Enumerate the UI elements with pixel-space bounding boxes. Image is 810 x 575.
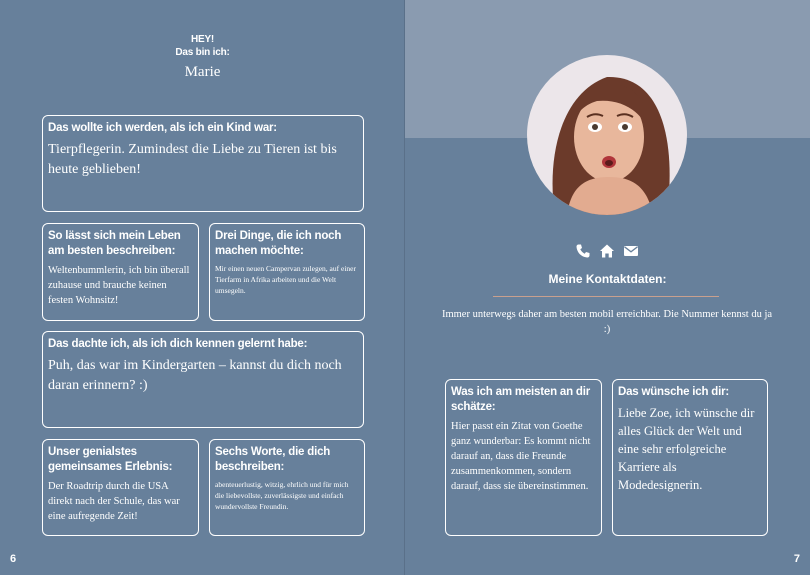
answer-text: abenteuerlustig, witzig, ehrlich und für mich die liebevollste, zuverlässigste und einfach wundervollste Freundin.: [215, 480, 349, 511]
question-box-wish: [612, 379, 768, 536]
mail-icon[interactable]: [623, 243, 639, 259]
question-box-childhood: [42, 115, 364, 212]
answer-text: Puh, das war im Kindergarten – kannst du dich noch daran erinnern? :): [48, 358, 342, 393]
person-name: Marie: [184, 64, 221, 80]
question-label: Das dachte ich, als ich dich kennen gelernt habe:: [48, 338, 308, 350]
question-label: Drei Dinge, die ich noch machen möchte:: [215, 230, 342, 257]
phone-icon[interactable]: [575, 243, 591, 259]
greeting-hey: HEY!: [190, 34, 215, 45]
question-box-three-things: [209, 223, 365, 321]
answer-text: Weltenbummlerin, ich bin überall zuhause und brauche keinen festen Wohnsitz!: [48, 265, 190, 306]
question-label: So lässt sich mein Leben am besten beschreiben:: [48, 230, 181, 257]
question-label: Das wünsche ich dir:: [618, 386, 730, 398]
question-box-six-words: [209, 439, 365, 536]
answer-text: Liebe Zoe, ich wünsche dir alles Glück der Welt und eine sehr erfolgreiche Karriere als Modedesignerin.: [618, 406, 755, 492]
question-box-experience: [42, 439, 199, 536]
answer-text: Der Roadtrip durch die USA direkt nach der Schule, das war eine aufregende Zeit!: [48, 481, 180, 522]
question-label: Unser genialstes gemeinsames Erlebnis:: [48, 446, 173, 473]
home-icon[interactable]: [599, 243, 615, 259]
greeting: [0, 33, 405, 59]
answer-text: Mir einen neuen Campervan zulegen, auf einer Tierfarm in Afrika arbeiten und die Welt umsegeln.: [215, 264, 356, 295]
question-label: Sechs Worte, die dich beschreiben:: [215, 446, 331, 473]
page-number-right: 7: [793, 553, 800, 565]
question-box-appreciate: [445, 379, 602, 536]
contact-title: Meine Kontaktdaten:: [548, 272, 667, 286]
contact-icons: [575, 243, 639, 259]
question-label: Was ich am meisten an dir schätze:: [451, 386, 591, 413]
question-box-first-impression: [42, 331, 364, 428]
contact-text: Immer unterwegs daher am besten mobil erreichbar. Die Nummer kennst du ja :): [441, 309, 773, 335]
answer-text: Tierpflegerin. Zumindest die Liebe zu Tieren ist bis heute geblieben!: [48, 142, 337, 177]
answer-text: Hier passt ein Zitat von Goethe ganz wunderbar: Es kommt nicht darauf an, dass die Freunde zusammenkommen, sondern darauf, dass sie übereinstimmen.: [451, 421, 591, 492]
question-box-life: [42, 223, 199, 321]
page-number-left: 6: [10, 553, 17, 565]
profile-photo: [527, 55, 687, 215]
divider: [493, 296, 719, 297]
question-label: Das wollte ich werden, als ich ein Kind war:: [48, 122, 277, 134]
greeting-intro: Das bin ich:: [175, 47, 230, 58]
